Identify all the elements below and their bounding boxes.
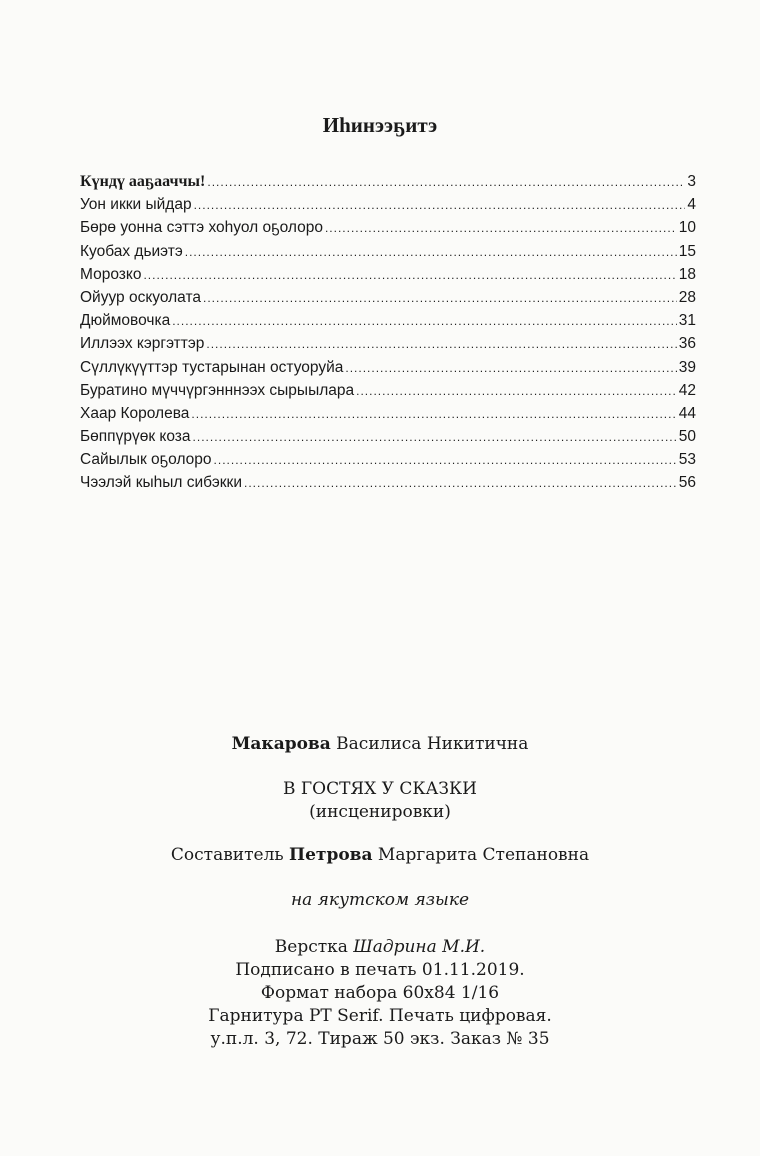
toc-entry[interactable] bbox=[80, 309, 696, 332]
toc-entry-label: Ойуур оскуолата bbox=[80, 288, 202, 306]
format-line: Формат набора 60х84 1/16 bbox=[260, 983, 500, 1003]
layout-person: Шадрина М.И. bbox=[353, 937, 486, 957]
author-surname: Макарова bbox=[231, 734, 331, 754]
imprint-block bbox=[0, 733, 760, 1051]
toc-leader-dots bbox=[244, 472, 677, 495]
book-title: В ГОСТЯХ У СКАЗКИ bbox=[283, 779, 477, 799]
table-of-contents bbox=[80, 170, 696, 495]
language-text: на якутском языке bbox=[290, 890, 470, 910]
toc-leader-dots bbox=[345, 357, 676, 380]
toc-entry-page: 31 bbox=[678, 312, 696, 330]
toc-entry-page: 4 bbox=[687, 196, 696, 214]
toc-entry[interactable] bbox=[80, 263, 696, 286]
toc-entry-page: 50 bbox=[678, 428, 696, 446]
toc-entry-page: 15 bbox=[678, 242, 696, 260]
toc-entry[interactable] bbox=[80, 216, 696, 239]
toc-entry-label: Уон икки ыйдар bbox=[80, 196, 192, 214]
toc-entry-page: 39 bbox=[678, 358, 696, 376]
book-subtitle: (инсценировки) bbox=[309, 802, 451, 822]
toc-entry-page: 42 bbox=[678, 381, 696, 399]
language-note bbox=[0, 889, 760, 912]
toc-entry[interactable] bbox=[80, 193, 696, 216]
toc-leader-dots bbox=[191, 403, 676, 426]
toc-entry[interactable] bbox=[80, 425, 696, 448]
toc-entry-page: 56 bbox=[678, 474, 696, 492]
toc-entry-page: 28 bbox=[678, 288, 696, 306]
toc-entry-label: Бөппүрүөк коза bbox=[80, 428, 191, 446]
compiler-line bbox=[0, 844, 760, 867]
typeface-line: Гарнитура PT Serif. Печать цифровая. bbox=[208, 1006, 552, 1026]
toc-leader-dots bbox=[214, 449, 677, 472]
toc-entry[interactable] bbox=[80, 402, 696, 425]
toc-entry[interactable] bbox=[80, 240, 696, 263]
toc-entry-page: 10 bbox=[678, 219, 696, 237]
toc-entry[interactable] bbox=[80, 471, 696, 494]
toc-leader-dots bbox=[185, 241, 677, 264]
toc-leader-dots bbox=[194, 194, 686, 217]
toc-entry[interactable] bbox=[80, 448, 696, 471]
layout-line bbox=[0, 936, 760, 959]
compiler-label: Составитель bbox=[170, 845, 284, 865]
compiler-name: Маргарита Степановна bbox=[377, 845, 590, 865]
toc-entry[interactable] bbox=[80, 332, 696, 355]
toc-leader-dots bbox=[193, 426, 677, 449]
toc-entry[interactable] bbox=[80, 356, 696, 379]
toc-entry-label: Морозко bbox=[80, 265, 142, 283]
toc-entry-label: Күндү ааҕааччы! bbox=[80, 173, 206, 190]
author-name: Василиса Никитична bbox=[336, 734, 529, 754]
toc-entry[interactable] bbox=[80, 170, 696, 193]
toc-entry-label: Бөрө уонна сэттэ хоһуол оҕолоро bbox=[80, 219, 323, 237]
toc-leader-dots bbox=[172, 310, 677, 333]
toc-leader-dots bbox=[203, 287, 677, 310]
toc-entry-label: Иллээх кэргэттэр bbox=[80, 335, 205, 353]
toc-entry-page: 36 bbox=[678, 335, 696, 353]
layout-label: Верстка bbox=[274, 937, 348, 957]
toc-entry[interactable] bbox=[80, 379, 696, 402]
author-line bbox=[0, 733, 760, 756]
toc-entry-page: 18 bbox=[678, 265, 696, 283]
signed-date: Подписано в печать 01.11.2019. bbox=[235, 960, 525, 980]
toc-leader-dots bbox=[206, 333, 676, 356]
toc-entry[interactable] bbox=[80, 286, 696, 309]
toc-leader-dots bbox=[143, 264, 676, 287]
print-run-line: у.п.л. 3, 72. Тираж 50 экз. Заказ № 35 bbox=[210, 1029, 550, 1049]
toc-entry-label: Куобах дьиэтэ bbox=[80, 242, 183, 260]
compiler-surname: Петрова bbox=[289, 845, 373, 865]
toc-entry-label: Дюймовочка bbox=[80, 312, 171, 330]
toc-leader-dots bbox=[325, 217, 677, 240]
toc-entry-page: 53 bbox=[678, 451, 696, 469]
toc-entry-label: Сүллүкүүттэр тустарынан остуоруйа bbox=[80, 358, 344, 376]
toc-entry-label: Хаар Королева bbox=[80, 404, 190, 422]
toc-entry-label: Сайылык оҕолоро bbox=[80, 451, 212, 469]
toc-leader-dots bbox=[356, 380, 677, 403]
toc-entry-page: 44 bbox=[678, 404, 696, 422]
toc-leader-dots bbox=[207, 171, 685, 194]
toc-title: Иһинээҕитэ bbox=[322, 113, 438, 137]
toc-entry-page: 3 bbox=[687, 173, 696, 190]
toc-entry-label: Буратино мүччүргэнннээх сырыылара bbox=[80, 381, 355, 399]
toc-entry-label: Чээлэй кыһыл сибэкки bbox=[80, 474, 243, 492]
